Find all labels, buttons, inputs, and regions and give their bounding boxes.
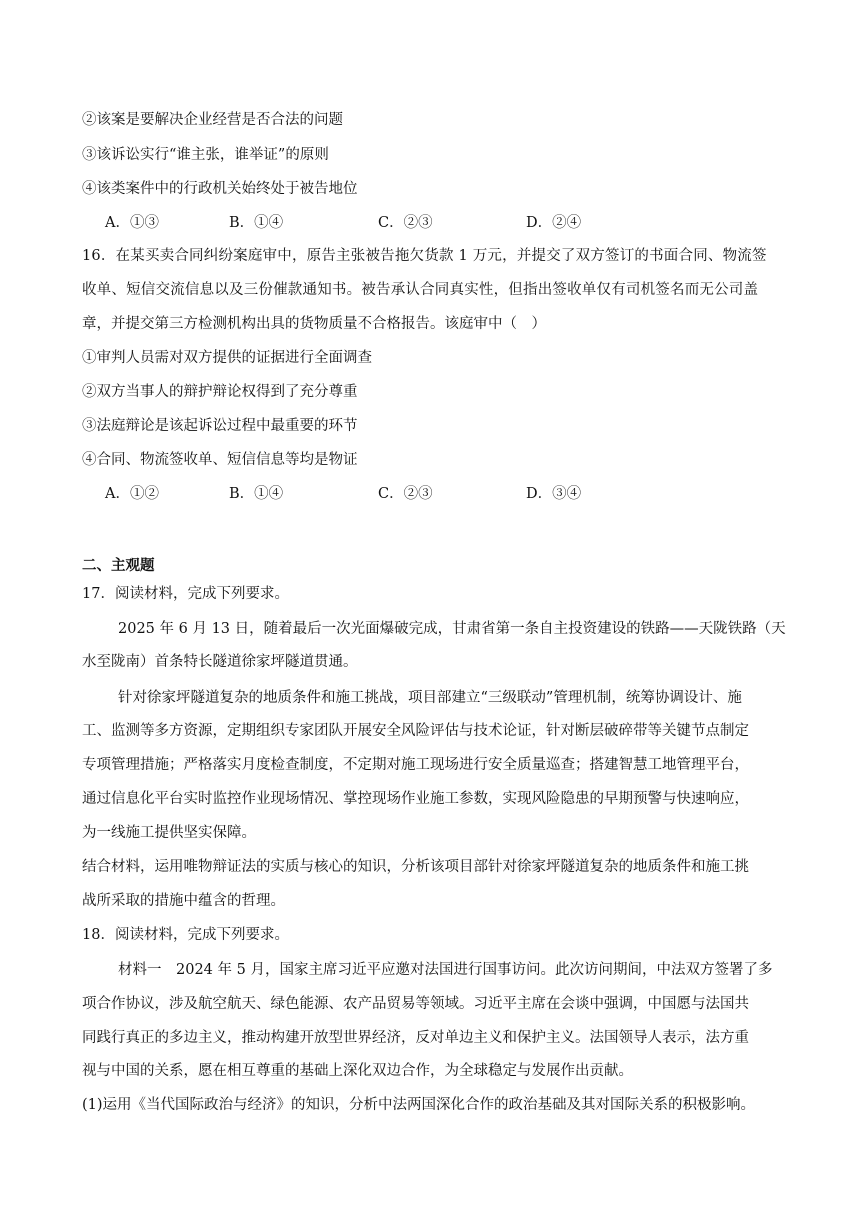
q16-item-3: ③法庭辩论是该起诉讼过程中最重要的环节 bbox=[82, 418, 358, 434]
q17-question-line-2: 战所采取的措施中蕴含的哲理。 bbox=[82, 893, 285, 909]
q15-item-4: ④该类案件中的行政机关始终处于被告地位 bbox=[82, 181, 358, 197]
q17-para2-line-5: 为一线施工提供坚实保障。 bbox=[82, 825, 256, 841]
q17-para2-line-3: 专项管理措施；严格落实月度检查制度，不定期对施工现场进行安全质量巡查；搭建智慧工地管理平台， bbox=[82, 757, 749, 773]
q17-para2-line-1: 针对徐家坪隧道复杂的地质条件和施工挑战，项目部建立“三级联动”管理机制，统筹协调设计、施 bbox=[118, 690, 742, 706]
q17-para1-line-2: 水至陇南）首条特长隧道徐家坪隧道贯通。 bbox=[82, 654, 358, 670]
q16-option-a: A．①② bbox=[105, 486, 159, 502]
q16-stem-line-1: 16．在某买卖合同纠纷案庭审中，原告主张被告拖欠货款 1 万元，并提交了双方签订的书面合同、物流签 bbox=[82, 248, 767, 264]
q18-material1-line-3: 同践行真正的多边主义，推动构建开放型世界经济，反对单边主义和保护主义。法国领导人表示，法方重 bbox=[82, 1030, 749, 1046]
q16-item-1: ①审判人员需对双方提供的证据进行全面调查 bbox=[82, 350, 372, 366]
q16-option-b: B．①④ bbox=[229, 486, 284, 502]
q18-material1-line-2: 项合作协议，涉及航空航天、绿色能源、农产品贸易等领域。习近平主席在会谈中强调，中国愿与法国共 bbox=[82, 996, 749, 1012]
q15-option-d: D．②④ bbox=[526, 215, 582, 231]
q16-item-4: ④合同、物流签收单、短信信息等均是物证 bbox=[82, 452, 358, 468]
q18-material1-line-4: 视与中国的关系，愿在相互尊重的基础上深化双边合作，为全球稳定与发展作出贡献。 bbox=[82, 1063, 633, 1079]
q16-stem-line-3: 章，并提交第三方检测机构出具的货物质量不合格报告。该庭审中（ ） bbox=[82, 316, 546, 332]
q17-stem: 17．阅读材料，完成下列要求。 bbox=[82, 586, 289, 602]
q16-option-c: C．②③ bbox=[378, 486, 433, 502]
q17-para2-line-2: 工、监测等多方资源，定期组织专家团队开展安全风险评估与技术论证，针对断层破碎带等关键节点制定 bbox=[82, 723, 749, 739]
q15-option-c: C．②③ bbox=[378, 215, 433, 231]
section-title: 二、主观题 bbox=[82, 557, 155, 574]
q16-stem-line-2: 收单、短信交流信息以及三份催款通知书。被告承认合同真实性，但指出签收单仅有司机签名而无公司盖 bbox=[82, 282, 759, 298]
q16-option-d: D．③④ bbox=[526, 486, 582, 502]
q16-item-2: ②双方当事人的辩护辩论权得到了充分尊重 bbox=[82, 384, 358, 400]
q15-option-b: B．①④ bbox=[229, 215, 284, 231]
q17-para2-line-4: 通过信息化平台实时监控作业现场情况、掌控现场作业施工参数，实现风险隐患的早期预警与快速响应， bbox=[82, 791, 749, 807]
q18-stem: 18．阅读材料，完成下列要求。 bbox=[82, 927, 289, 943]
q15-item-3: ③该诉讼实行“谁主张，谁举证”的原则 bbox=[82, 147, 329, 163]
q18-material1-line-1: 材料一 2024 年 5 月，国家主席习近平应邀对法国进行国事访问。此次访问期间，中法双方签署了多 bbox=[118, 962, 773, 978]
q15-item-2: ②该案是要解决企业经营是否合法的问题 bbox=[82, 112, 343, 128]
q17-question-line-1: 结合材料，运用唯物辩证法的实质与核心的知识，分析该项目部针对徐家坪隧道复杂的地质条件和施工挑 bbox=[82, 859, 749, 875]
q18-subquestion-1: (1)运用《当代国际政治与经济》的知识，分析中法两国深化合作的政治基础及其对国际关系的积极影响。 bbox=[82, 1097, 756, 1113]
q15-option-a: A．①③ bbox=[105, 215, 159, 231]
q17-para1-line-1: 2025 年 6 月 13 日，随着最后一次光面爆破完成，甘肃省第一条自主投资建设的铁路——天陇铁路（天 bbox=[118, 621, 786, 637]
